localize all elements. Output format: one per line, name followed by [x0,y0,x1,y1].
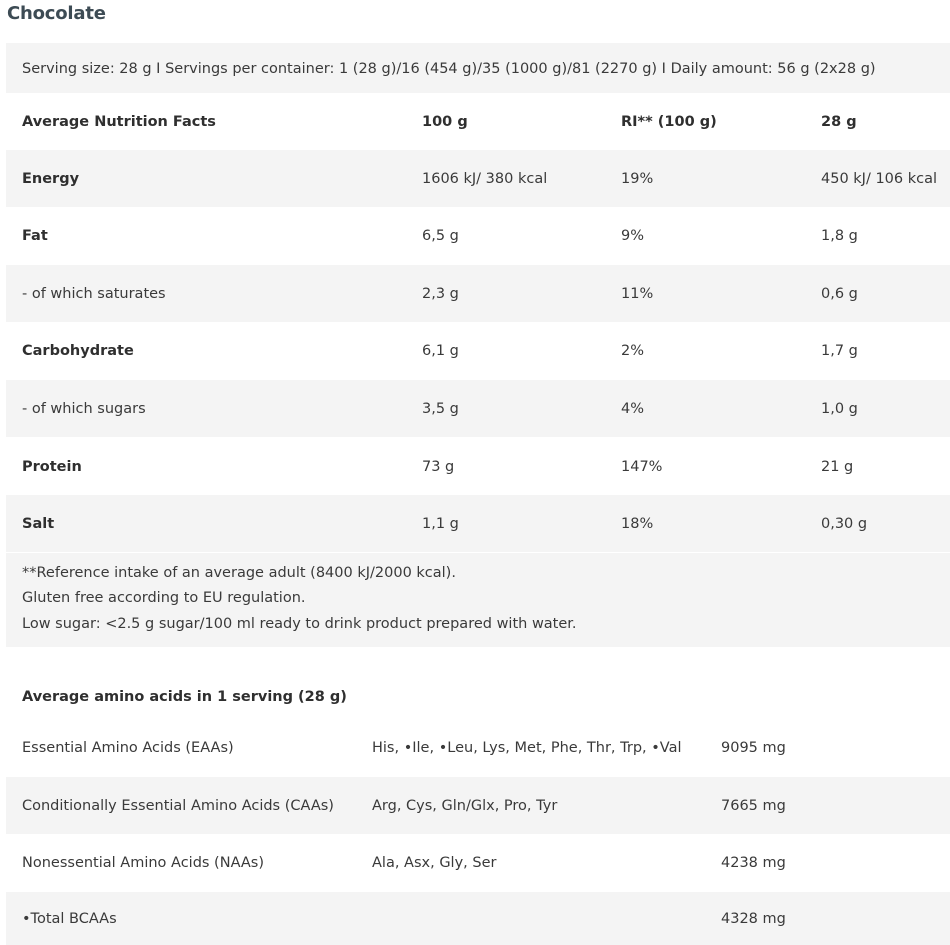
table-row [6,207,950,264]
footnote: Gluten free according to EU regulation. [22,590,306,606]
value-100g: 6,1 g [422,342,459,359]
amino-group-name: Nonessential Amino Acids (NAAs) [22,854,265,871]
value-28g: 450 kJ/ 106 kcal [821,170,938,187]
amino-amount: 7665 mg [721,797,786,814]
table-row [6,150,950,207]
nutrient-name: - of which sugars [22,400,146,417]
value-100g: 2,3 g [422,285,459,302]
nutrient-name: Energy [22,170,80,187]
value-100g: 1,1 g [422,515,459,532]
serving-info-bar [6,43,950,93]
nutrient-name: Carbohydrate [22,342,134,359]
value-28g: 1,7 g [821,342,858,359]
value-100g: 6,5 g [422,227,459,244]
value-ri: 4% [621,400,645,417]
value-28g: 0,6 g [821,285,858,302]
table-row [6,834,950,891]
table-row [6,438,950,495]
nutrient-name: Salt [22,515,55,532]
value-ri: 18% [621,515,654,532]
amino-group-name: Conditionally Essential Amino Acids (CAAs) [22,797,334,814]
column-header: Average Nutrition Facts [22,113,216,130]
value-100g: 3,5 g [422,400,459,417]
amino-acid-list: Arg, Cys, Gln/Glx, Pro, Tyr [372,797,558,814]
footnotes [6,553,950,647]
table-row [6,265,950,322]
nutrition-header-row [6,93,950,150]
table-row [6,719,950,776]
footnote: Low sugar: <2.5 g sugar/100 ml ready to drink product prepared with water. [22,616,577,632]
column-header: RI** (100 g) [621,113,717,130]
nutrient-name: - of which saturates [22,285,166,302]
amino-group-name: Essential Amino Acids (EAAs) [22,739,234,756]
value-ri: 147% [621,458,663,475]
table-row [6,892,950,945]
serving-info-text: Serving size: 28 g I Servings per container: 1 (28 g)/16 (454 g)/35 (1000 g)/81 (2270 g) I Daily amount: 56 g (2x28 g) [22,61,876,77]
amino-group-name: •Total BCAAs [22,910,117,927]
column-header: 100 g [422,113,468,130]
nutrient-name: Protein [22,458,82,475]
column-header: 28 g [821,113,857,130]
amino-amount: 4238 mg [721,854,786,871]
value-ri: 19% [621,170,654,187]
value-ri: 11% [621,285,654,302]
table-row [6,495,950,552]
amino-acids-heading: Average amino acids in 1 serving (28 g) [22,689,347,705]
value-100g: 1606 kJ/ 380 kcal [422,170,548,187]
amino-acid-list: His, •Ile, •Leu, Lys, Met, Phe, Thr, Trp, •Val [372,739,682,756]
value-100g: 73 g [422,458,455,475]
value-ri: 2% [621,342,645,359]
value-28g: 1,0 g [821,400,858,417]
amino-amount: 9095 mg [721,739,786,756]
value-ri: 9% [621,227,645,244]
value-28g: 0,30 g [821,515,868,532]
product-title: Chocolate [7,3,106,24]
amino-amount: 4328 mg [721,910,786,927]
table-row [6,777,950,834]
amino-acid-list: Ala, Asx, Gly, Ser [372,854,497,871]
table-row [6,380,950,437]
value-28g: 1,8 g [821,227,858,244]
nutrient-name: Fat [22,227,48,244]
table-row [6,322,950,379]
footnote: **Reference intake of an average adult (8400 kJ/2000 kcal). [22,565,456,581]
value-28g: 21 g [821,458,854,475]
